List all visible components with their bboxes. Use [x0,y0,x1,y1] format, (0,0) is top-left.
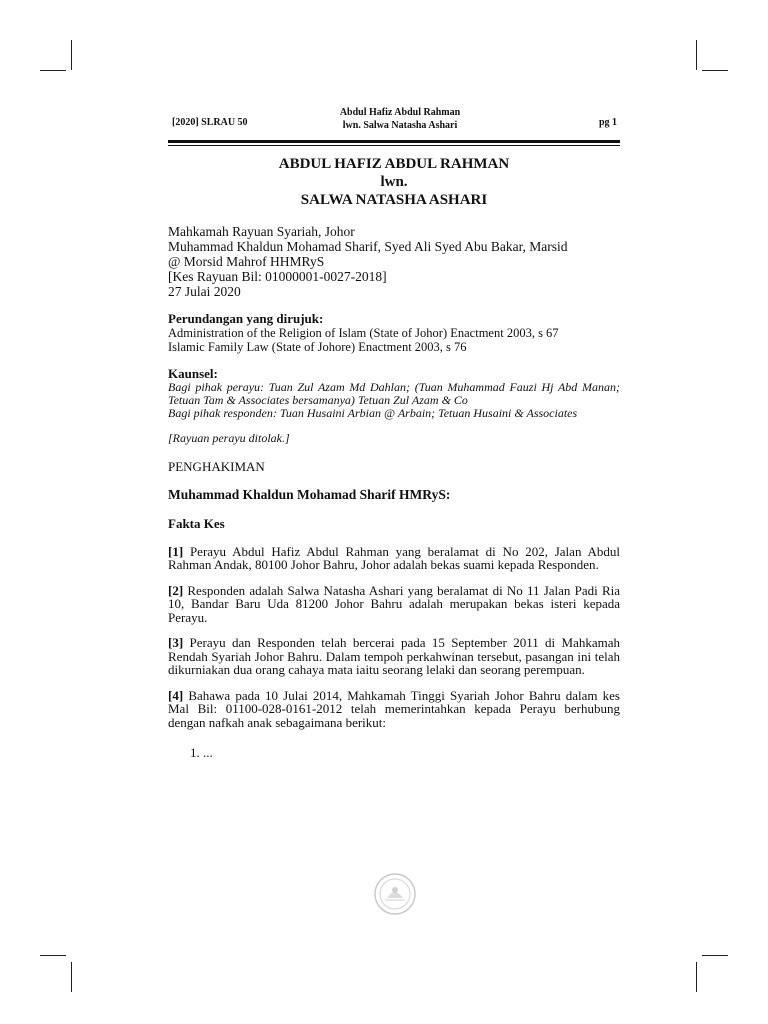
crop-mark-top-left-h [40,70,66,71]
facts-heading: Fakta Kes [168,515,225,531]
header-citation: [2020] SLRAU 50 [172,117,248,128]
court-info [168,224,620,299]
list-item: 1. ... [190,745,213,760]
judge-name: Muhammad Khaldun Mohamad Sharif HMRyS: [168,486,451,502]
title-appellant: ABDUL HAFIZ ABDUL RAHMAN [278,156,510,172]
counsel-appellant: Bagi pihak perayu: Tuan Zul Azam Md Dahlan; (Tuan Muhammad Fauzi Hj Abd Manan; Tetuan Tam & Associates bersamanya) Tetuan Zul Azam & Co [168,380,620,407]
crop-mark-top-right-v [696,40,697,70]
crop-mark-bottom-right-v [696,962,697,992]
paragraph-text: Bahawa pada 10 Julai 2014, Mahkamah Tinggi Syariah Johor Bahru dalam kes Mal Bil: 01100-028-0161-2012 telah memerintahkan kepada Perayu berhubung dengan nafkah anak sebagaimana berikut: [168,687,620,730]
header-rule-thin [168,145,620,146]
paragraph-text: Responden adalah Salwa Natasha Ashari yang beralamat di No 11 Jalan Padi Ria 10, Bandar Baru Uda 81200 Johor Bahru adalah merupakan bekas isteri kepada Perayu. [168,582,620,625]
paragraph [168,689,620,730]
header-case-line2: lwn. Salwa Natasha Ashari [342,120,458,131]
court-name: Mahkamah Rayuan Syariah, Johor [168,224,355,239]
paragraph-text: Perayu Abdul Hafiz Abdul Rahman yang beralamat di No 202, Jalan Abdul Rahman Andak, 80100 Johor Bahru, Johor adalah bekas suami kepada Responden. [168,543,620,572]
paragraph [168,584,620,625]
appeal-result: [Rayuan perayu ditolak.] [168,431,290,445]
paragraph-number: [4] [168,687,184,703]
paragraph-number: [1] [168,543,184,559]
case-number: [Kes Rayuan Bil: 01000001-0027-2018] [168,269,387,284]
header-case-name [300,106,500,132]
crop-mark-bottom-left-h [40,955,66,956]
title-versus: lwn. [380,174,408,190]
header-case-line1: Abdul Hafiz Abdul Rahman [339,107,461,118]
counsel-respondent: Bagi pihak responden: Tuan Husaini Arbian @ Arbain; Tetuan Husaini & Associates [168,406,578,420]
judgment-heading: PENGHAKIMAN [168,459,265,474]
header-rule-thick [168,140,620,143]
legislation-item: Islamic Family Law (State of Johore) Enactment 2003, s 76 [168,340,467,354]
crop-mark-top-right-h [702,70,728,71]
judges-line1: Muhammad Khaldun Mohamad Sharif, Syed Ali Syed Abu Bakar, Marsid [168,239,568,254]
paragraph [168,636,620,677]
document-body [168,224,620,761]
crop-mark-bottom-left-v [71,962,72,992]
crop-mark-top-left-v [71,40,72,70]
judges-line2: @ Morsid Mahrof HHMRyS [168,254,325,269]
paragraph [168,545,620,572]
paragraph-number: [3] [168,635,184,650]
crop-mark-bottom-right-h [702,955,728,956]
legislation-heading: Perundangan yang dirujuk: [168,311,324,326]
seal-logo-icon [373,872,417,916]
legislation-item: Administration of the Religion of Islam (State of Johor) Enactment 2003, s 67 [168,326,559,340]
title-respondent: SALWA NATASHA ASHARI [300,192,488,208]
header-page-number: pg 1 [598,117,617,128]
counsel-heading: Kaunsel: [168,366,218,381]
case-title [168,155,620,209]
judgment-date: 27 Julai 2020 [168,284,241,299]
paragraph-number: [2] [168,582,184,598]
paragraph-text: Perayu dan Responden telah bercerai pada 15 September 2011 di Mahkamah Rendah Syariah Johor Bahru. Dalam tempoh perkahwinan tersebut, pasangan ini telah dikurniakan dua orang cahaya mata iaitu seorang lelaki dan seorang perempuan. [168,635,620,677]
